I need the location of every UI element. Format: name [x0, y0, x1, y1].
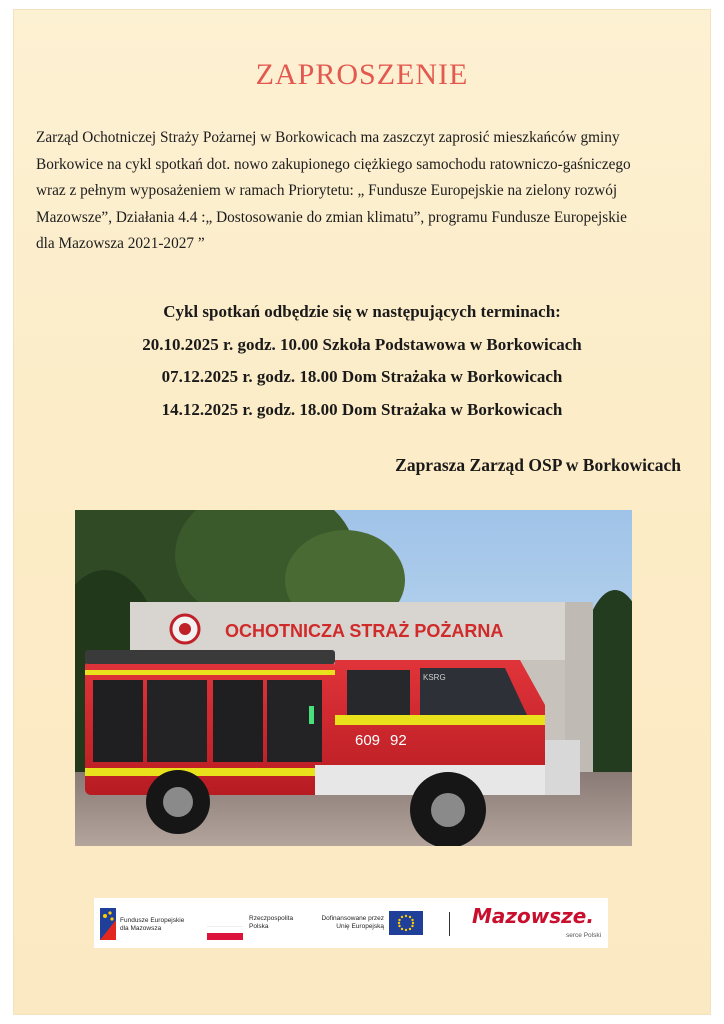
eu-flag-icon: [389, 911, 423, 935]
intro-line: wraz z pełnym wyposażeniem w ramach Priorytetu: „ Fundusze Europejskie na zielony rozwój: [36, 182, 618, 200]
truck-number-suffix: 92: [390, 732, 407, 749]
mazowsze-logo: Mazowsze.: [472, 904, 594, 928]
truck-number: 609: [355, 732, 381, 749]
document-title: ZAPROSZENIE: [255, 58, 469, 91]
rp-logo-line1: Rzeczpospolita: [249, 915, 294, 922]
signature: Zaprasza Zarząd OSP w Borkowicach: [395, 455, 681, 475]
rp-logo-line2: Polska: [249, 923, 269, 930]
polish-flag-icon: [207, 926, 243, 939]
funding-logos-bar: [94, 898, 608, 948]
building-sign: OCHOTNICZA STRAŻ POŻARNA: [225, 621, 504, 641]
schedule-item: 20.10.2025 r. godz. 10.00 Szkoła Podstawowa w Borkowicach: [142, 334, 582, 354]
intro-line: Zarząd Ochotniczej Straży Pożarnej w Borkowicach ma zaszczyt zaprosić mieszkańców gminy: [36, 129, 620, 146]
eu-logo-line1: Dofinansowane przez: [321, 915, 384, 922]
schedule-item: 14.12.2025 r. godz. 18.00 Dom Strażaka w Borkowicach: [161, 399, 563, 419]
eu-logo-text: [312, 915, 384, 931]
rp-logo-text: [249, 915, 293, 931]
schedule-item: 07.12.2025 r. godz. 18.00 Dom Strażaka w Borkowicach: [161, 367, 563, 386]
fe-logo-line2: dla Mazowsza: [120, 925, 162, 932]
schedule-heading: Cykl spotkań odbędzie się w następujących terminach:: [163, 302, 561, 321]
logo-divider: [449, 912, 450, 936]
intro-line: Borkowice na cykl spotkań dot. nowo zakupionego ciężkiego samochodu ratowniczo-gaśniczego: [36, 155, 631, 173]
fe-logo-icon: [100, 908, 116, 940]
intro-paragraph: [36, 125, 696, 258]
fire-truck-illustration: [75, 510, 632, 846]
cab-logo: KSRG: [423, 673, 446, 682]
mazowsze-tagline: serce Polski: [566, 932, 602, 939]
fire-truck-photo: [75, 510, 632, 846]
intro-line: dla Mazowsza 2021-2027 ”: [36, 235, 205, 253]
fe-logo-line1: Fundusze Europejskie: [120, 917, 185, 924]
intro-line: Mazowsze”, Działania 4.4 :„ Dostosowanie do zmian klimatu”, programu Fundusze Europejskie: [36, 208, 627, 226]
schedule-block: [0, 296, 724, 426]
fe-logo-text: [120, 917, 184, 933]
eu-logo-line2: Unię Europejską: [336, 923, 384, 930]
